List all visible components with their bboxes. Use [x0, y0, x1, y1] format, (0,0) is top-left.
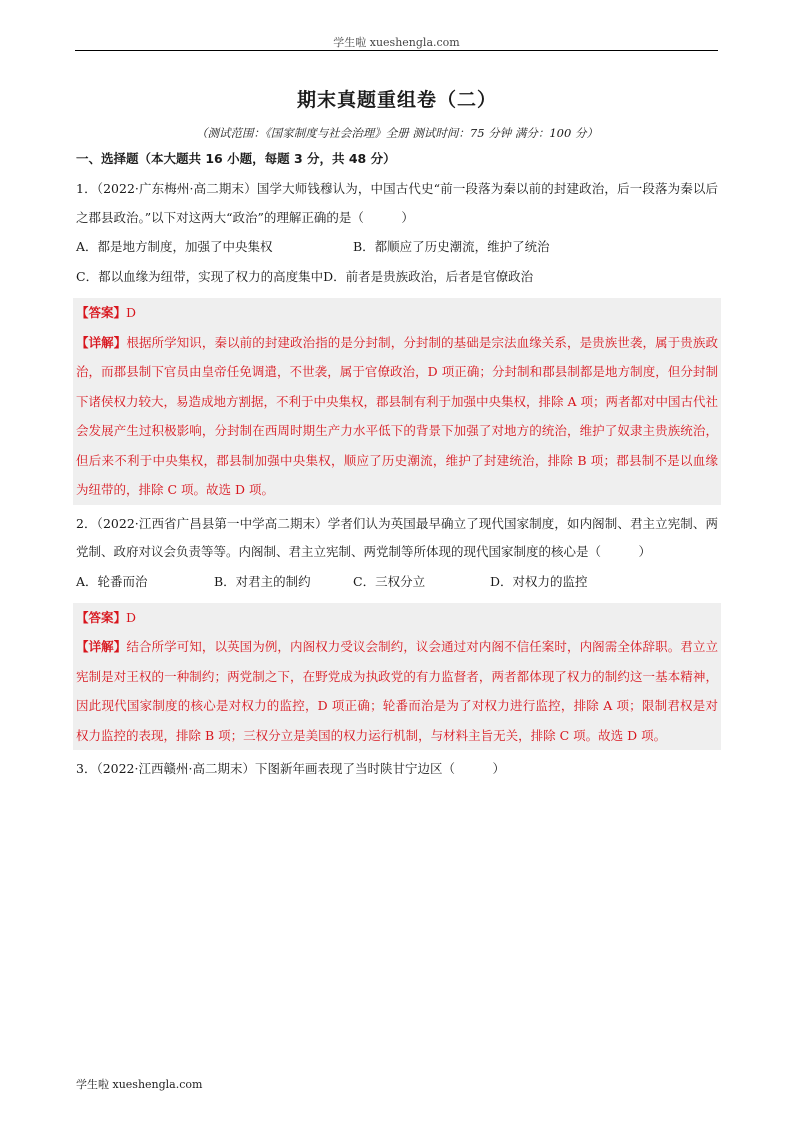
explanation-text: 结合所学可知，以英国为例，内阁权力受议会制约，议会通过对内阁不信任案时，内阁需全体辞职。君立立宪制是对王权的一种制约；两党制之下，在野党成为执政党的有力监督者，两者都体现了权力的制约这一基本精神，因此现代国家制度的核心是对权力的监控，D 项正确；轮番而治是为了对权力进行监控，排除 A 项；限制君权是对权力监控的表现，排除 B 项；三权分立是美国的权力运行机制，与材料主旨无关，排除 C 项。故选 D 项。: [76, 639, 718, 743]
explanation-text: 根据所学知识，秦以前的封建政治指的是分封制，分封制的基础是宗法血缘关系，是贵族世袭，属于贵族政治，而郡县制下官员由皇帝任免调遣，不世袭，属于官僚政治，D 项正确；分封制和郡县制都是地方制度，但分封制下诸侯权力较大，易造成地方割据，不利于中央集权，郡县制有利于加强中央集权，排除 A 项；两者都对中国古代社会发展产生过积极影响，分封制在西周时期生产力水平低下的背景下加强了对地方的统治，维护了奴隶主贵族统治，但后来不利于中央集权，郡县制加强中央集权，顺应了历史潮流，维护了封建统治，排除 B 项；郡县制不是以血缘为纽带的，排除 C 项。故选 D 项。: [76, 334, 718, 497]
question-2-stem: 2．（2022·江西省广昌县第一中学高二期末）学者们认为英国最早确立了现代国家制度，如内阁制、君主立宪制、两党制、政府对议会负责等等。内阁制、君主立宪制、两党制等所体现的现代国家制度的核心是（ ）: [76, 515, 718, 559]
exam-scope-info: （测试范围：《国家制度与社会治理》全册 测试时间：75 分钟 满分：100 分）: [196, 126, 598, 140]
question-2-options-row: [76, 567, 718, 597]
answer-label: 【答案】: [76, 609, 127, 625]
question-1-stem: 1．（2022·广东梅州·高二期末）国学大师钱穆认为，中国古代史“前一段落为秦以前的封建政治，后一段落为秦以后之郡县政治。”以下对这两大“政治”的理解正确的是（ ）: [76, 181, 718, 225]
document-body: [76, 86, 718, 784]
question-1-option-b: B．都顺应了历史潮流，维护了统治: [353, 239, 550, 254]
document-title: 期末真题重组卷（二）: [296, 89, 497, 111]
question-2-option-a: A．轮番而治: [76, 573, 148, 589]
question-2-option-b: B．对君主的制约: [214, 573, 311, 589]
answer-value: D: [126, 609, 137, 625]
question-1-options-row-1: [76, 232, 718, 262]
question-2-option-c: C．三权分立: [353, 573, 426, 589]
section-heading-choice: 一、选择题（本大题共 16 小题，每题 3 分，共 48 分）: [76, 151, 396, 166]
question-1-options-row-2: [76, 262, 718, 292]
explanation-label: 【详解】: [76, 334, 127, 350]
question-2-answer-block: [73, 603, 721, 751]
header-divider: [75, 50, 718, 51]
page-footer-site: 学生啦 xueshengla.com: [76, 1078, 203, 1091]
question-2-explanation: [76, 632, 718, 750]
explanation-label: 【详解】: [76, 639, 127, 654]
question-3-stem: 3．（2022·江西赣州·高二期末）下图新年画表现了当时陕甘宁边区（ ）: [76, 761, 505, 776]
question-1-answer-block: [73, 298, 721, 505]
question-1-explanation: [76, 328, 718, 505]
question-1-option-d: D．前者是贵族政治，后者是官僚政治: [323, 269, 534, 284]
question-1-option-a: A．都是地方制度，加强了中央集权: [76, 239, 273, 254]
page-header-site: 学生啦 xueshengla.com: [333, 36, 460, 49]
question-2-answer: [76, 603, 718, 633]
question-1-answer: [76, 298, 718, 328]
question-2-option-d: D．对权力的监控: [490, 573, 588, 589]
answer-label: 【答案】: [76, 305, 127, 320]
question-1-option-c: C．都以血缘为纽带，实现了权力的高度集中: [76, 269, 324, 284]
answer-value: D: [126, 305, 137, 320]
